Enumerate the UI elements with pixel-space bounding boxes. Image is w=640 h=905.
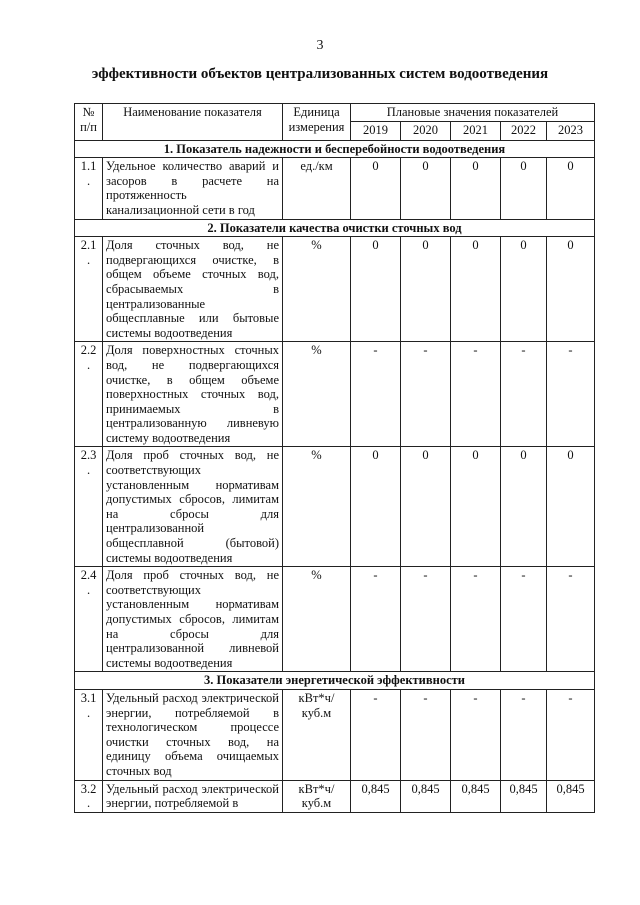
header-year: 2020 [401, 121, 451, 140]
row-value: 0 [401, 158, 451, 219]
row-unit: % [283, 342, 351, 447]
row-indicator-name: Доля проб сточных вод, не соответствующих установленным нормативам допустимых сбросов, лимитам на сбросы для централизованной общесплавной (бытовой) системы водоотведения [103, 447, 283, 567]
row-value: 0 [351, 158, 401, 219]
row-value: 0 [401, 237, 451, 342]
row-value: 0 [547, 447, 595, 567]
row-value: 0,845 [401, 780, 451, 812]
row-value: - [547, 342, 595, 447]
row-value: - [351, 567, 401, 672]
row-value: - [351, 342, 401, 447]
row-indicator-name: Удельный расход электрической энергии, потребляемой в [103, 780, 283, 812]
row-indicator-name: Удельное количество аварий и засоров в расчете на протяженность канализационной сети в год [103, 158, 283, 219]
row-value: - [501, 689, 547, 780]
row-number: 3.1 . [75, 689, 103, 780]
row-indicator-name: Доля проб сточных вод, не соответствующих установленным нормативам допустимых сбросов, лимитам на сбросы для централизованной ливневой системы водоотведения [103, 567, 283, 672]
row-number: 3.2 . [75, 780, 103, 812]
row-value: - [501, 567, 547, 672]
row-value: - [401, 689, 451, 780]
row-unit: % [283, 447, 351, 567]
row-number: 2.2 . [75, 342, 103, 447]
indicators-table [74, 103, 595, 813]
header-name: Наименование показателя [103, 104, 283, 141]
row-unit: кВт*ч/ куб.м [283, 780, 351, 812]
row-number: 2.1 . [75, 237, 103, 342]
row-value: - [451, 567, 501, 672]
row-value: - [547, 567, 595, 672]
row-value: 0 [451, 237, 501, 342]
table-row [75, 567, 595, 672]
section-title: 1. Показатель надежности и бесперебойности водоотведения [75, 140, 595, 158]
row-value: 0,845 [501, 780, 547, 812]
row-number: 1.1 . [75, 158, 103, 219]
row-value: 0 [401, 447, 451, 567]
row-value: - [451, 689, 501, 780]
row-unit: % [283, 237, 351, 342]
table-row [75, 342, 595, 447]
row-value: 0 [501, 158, 547, 219]
row-value: - [501, 342, 547, 447]
row-indicator-name: Доля поверхностных сточных вод, не подвергающихся очистке, в общем объеме поверхностных сточных вод, принимаемых в централизованную ливневую систему водоотведения [103, 342, 283, 447]
row-number: 2.3 . [75, 447, 103, 567]
header-num: № п/п [75, 104, 103, 141]
row-value: - [351, 689, 401, 780]
row-value: 0,845 [351, 780, 401, 812]
row-value: 0,845 [547, 780, 595, 812]
row-value: 0 [451, 158, 501, 219]
table-row [75, 447, 595, 567]
row-value: 0 [351, 237, 401, 342]
row-unit: кВт*ч/ куб.м [283, 689, 351, 780]
row-unit: ед./км [283, 158, 351, 219]
page-number: 3 [316, 38, 324, 53]
header-year: 2021 [451, 121, 501, 140]
section-title: 3. Показатели энергетической эффективности [75, 672, 595, 690]
table-row [75, 237, 595, 342]
document-title: эффективности объектов централизованных систем водоотведения [91, 66, 549, 82]
row-indicator-name: Удельный расход электрической энергии, потребляемой в технологическом процессе очистки сточных вод, на единицу объема очищаемых сточных вод [103, 689, 283, 780]
section-title: 2. Показатели качества очистки сточных вод [75, 219, 595, 237]
row-value: 0,845 [451, 780, 501, 812]
header-year: 2019 [351, 121, 401, 140]
table-row [75, 689, 595, 780]
header-year: 2023 [547, 121, 595, 140]
row-value: - [401, 567, 451, 672]
row-indicator-name: Доля сточных вод, не подвергающихся очистке, в общем объеме сточных вод, сбрасываемых в централизованные общесплавные или бытовые системы водоотведения [103, 237, 283, 342]
row-value: 0 [351, 447, 401, 567]
row-number: 2.4 . [75, 567, 103, 672]
table-row [75, 158, 595, 219]
header-planned-values: Плановые значения показателей [351, 104, 595, 122]
row-value: - [401, 342, 451, 447]
row-unit: % [283, 567, 351, 672]
header-year: 2022 [501, 121, 547, 140]
table-row [75, 780, 595, 812]
row-value: - [451, 342, 501, 447]
row-value: 0 [501, 237, 547, 342]
row-value: 0 [547, 237, 595, 342]
header-unit: Единица измерения [283, 104, 351, 141]
row-value: - [547, 689, 595, 780]
row-value: 0 [547, 158, 595, 219]
row-value: 0 [451, 447, 501, 567]
row-value: 0 [501, 447, 547, 567]
